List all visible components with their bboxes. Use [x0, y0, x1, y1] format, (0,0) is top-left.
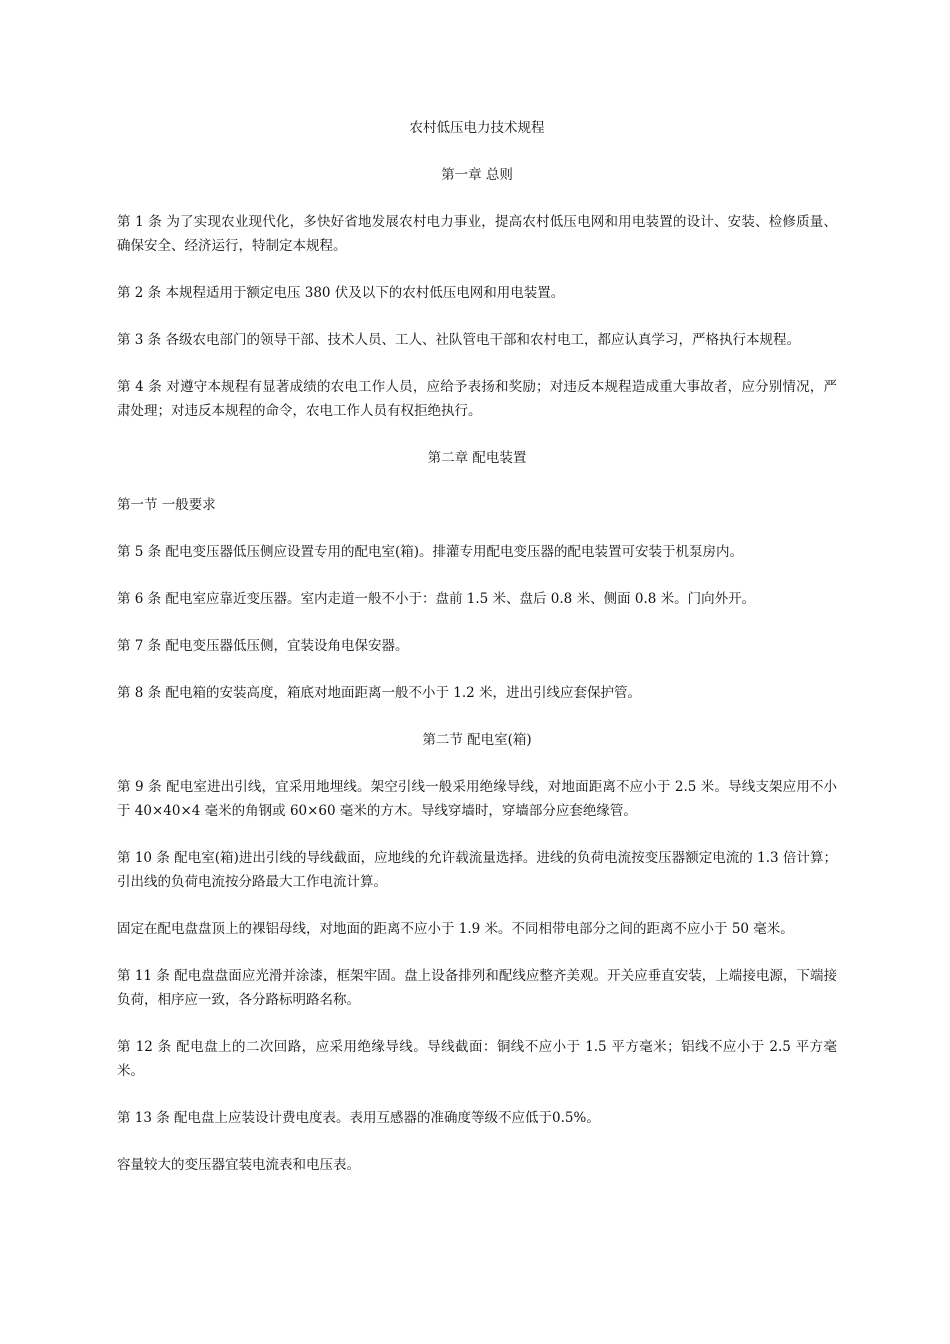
article-11: 第 11 条 配电盘盘面应光滑并涂漆，框架牢固。盘上设备排列和配线应整齐美观。开关应垂直安装，上端接电源，下端接负荷，相序应一致，各分路标明路名称。	[117, 968, 837, 1008]
article-12: 第 12 条 配电盘上的二次回路，应采用绝缘导线。导线截面：铜线不应小于 1.5 平方毫米；铝线不应小于 2.5 平方毫米。	[117, 1039, 837, 1079]
article-1: 第 1 条 为了实现农业现代化，多快好省地发展农村电力事业，提高农村低压电网和用电装置的设计、安装、检修质量、确保安全、经济运行，特制定本规程。	[117, 214, 837, 254]
article-5: 第 5 条 配电变压器低压侧应设置专用的配电室(箱)。排灌专用配电变压器的配电装置可安装于机泵房内。	[117, 544, 743, 560]
article-13-continued: 容量较大的变压器宜装电流表和电压表。	[117, 1157, 360, 1173]
article-13: 第 13 条 配电盘上应装设计费电度表。表用互感器的准确度等级不应低于0.5%。	[117, 1110, 600, 1126]
article-10-continued: 固定在配电盘盘顶上的裸铝母线，对地面的距离不应小于 1.9 米。不同相带电部分之间的距离不应小于 50 毫米。	[117, 921, 794, 937]
article-8: 第 8 条 配电箱的安装高度，箱底对地面距离一般不小于 1.2 米，进出引线应套保护管。	[117, 685, 642, 701]
article-3: 第 3 条 各级农电部门的领导干部、技术人员、工人、社队管电干部和农村电工，都应认真学习，严格执行本规程。	[117, 332, 800, 348]
article-10: 第 10 条 配电室(箱)进出引线的导线截面，应地线的允许载流量选择。进线的负荷电流按变压器额定电流的 1.3 倍计算；引出线的负荷电流按分路最大工作电流计算。	[117, 850, 837, 890]
section-heading-1: 第一节 一般要求	[117, 497, 216, 513]
article-4: 第 4 条 对遵守本规程有显著成绩的农电工作人员，应给予表扬和奖励；对违反本规程造成重大事故者，应分别情况，严肃处理；对违反本规程的命令，农电工作人员有权拒绝执行。	[117, 379, 837, 419]
article-2: 第 2 条 本规程适用于额定电压 380 伏及以下的农村低压电网和用电装置。	[117, 285, 565, 301]
article-7: 第 7 条 配电变压器低压侧，宜装设角电保安器。	[117, 638, 409, 654]
article-6: 第 6 条 配电室应靠近变压器。室内走道一般不小于：盘前 1.5 米、盘后 0.8 米、侧面 0.8 米。门向外开。	[117, 591, 756, 607]
section-heading-2: 第二节 配电室(箱)	[422, 732, 532, 748]
chapter-heading-2: 第二章 配电装置	[427, 450, 527, 466]
document-title: 农村低压电力技术规程	[409, 120, 545, 136]
chapter-heading-1: 第一章 总则	[441, 167, 513, 183]
article-9: 第 9 条 配电室进出引线，宜采用地埋线。架空引线一般采用绝缘导线，对地面距离不应小于 2.5 米。导线支架应用不小于 40×40×4 毫米的角钢或 60×60 毫米的方木。导线穿墙时，穿墙部分应套绝缘管。	[117, 779, 837, 819]
document-page	[117, 116, 837, 1177]
